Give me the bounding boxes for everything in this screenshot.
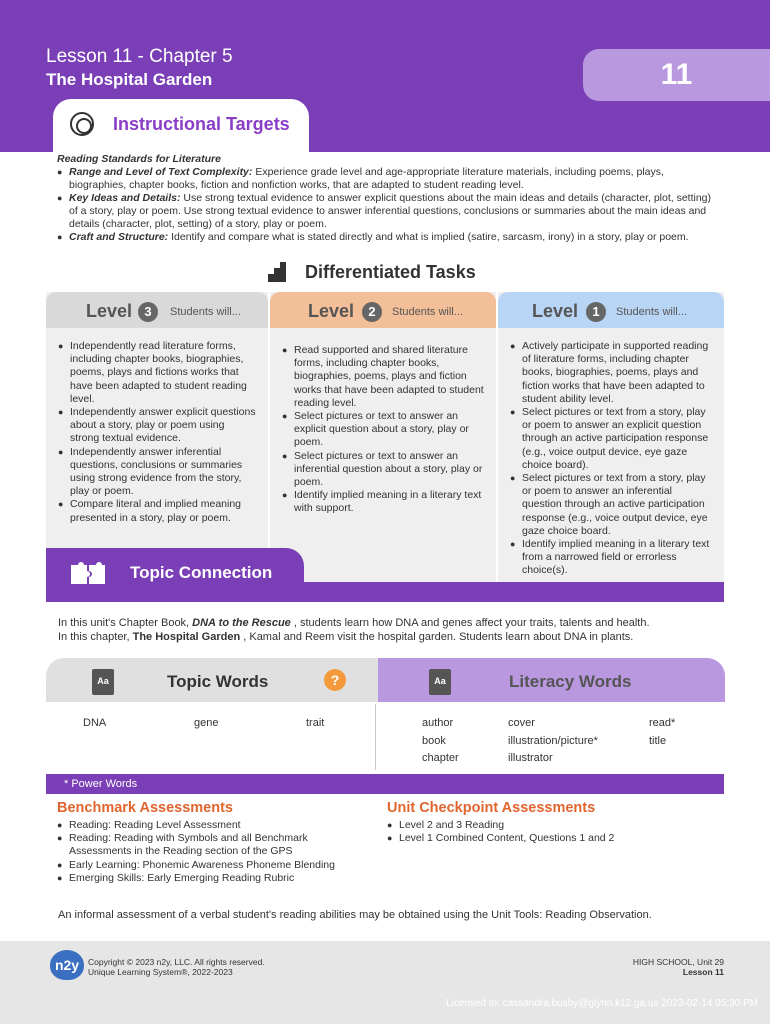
copyright-line: Copyright © 2023 n2y, LLC. All rights reserved. [88, 957, 265, 967]
task-item: ● Select pictures or text to answer an explicit question about a story, play or poem. [282, 410, 484, 450]
students-will: Students will... [392, 306, 463, 318]
literacy-word: illustrator [508, 752, 553, 764]
words-divider [375, 704, 376, 770]
reading-standards [57, 153, 717, 244]
benchmark-list [57, 819, 347, 885]
topic-word: DNA [83, 717, 107, 729]
lesson-number-badge: 11 [583, 49, 770, 101]
level-number: 1 [586, 302, 606, 322]
level-word: Level [308, 301, 355, 321]
standard-label: Range and Level of Text Complexity: [69, 166, 253, 178]
unit-book-line [58, 616, 650, 630]
lesson-line-footer: Lesson 11 [682, 967, 724, 977]
standards-heading: Reading Standards for Literature [57, 153, 221, 165]
power-words-bar [46, 774, 724, 794]
level-word: Level [86, 301, 133, 321]
chapter-title: The Hospital Garden [46, 70, 213, 89]
checkpoint-item: ● Level 2 and 3 Reading [387, 819, 707, 832]
level-1-header [498, 292, 724, 328]
chapter-name: The Hospital Garden [132, 631, 241, 643]
level-2-column [270, 292, 496, 582]
standard-item [57, 231, 717, 244]
task-item: ● Select pictures or text from a story, play or poem to answer an explicit question through an active participation response (e.g., voice output device, eye gaze choice board). [510, 406, 712, 472]
task-item: ● Select pictures or text to answer an inferential question about a story, play or poem. [282, 450, 484, 490]
level-1-column [498, 292, 724, 582]
standard-item [57, 166, 717, 192]
license-line: Licensed to: cassandra.busby@glynn.k12.ga.us 2023-02-14 05:30 PM [445, 998, 758, 1009]
literacy-word: title [649, 735, 667, 747]
level-3-body [46, 328, 268, 525]
topic-connection-title: Topic Connection [130, 563, 273, 582]
question-icon[interactable]: ? [324, 669, 346, 691]
task-item: ● Independently answer explicit questions about a story, play or poem using strong textual evidence. [58, 406, 256, 446]
topic-word: gene [194, 717, 219, 729]
level-3-header [46, 292, 268, 328]
checkpoint-list [387, 819, 707, 845]
system-line: Unique Learning System®, 2022-2023 [88, 967, 233, 977]
benchmark-assessments-title: Benchmark Assessments [57, 800, 233, 816]
benchmark-item: ● Reading: Reading Level Assessment [57, 819, 347, 832]
footer [0, 941, 770, 1024]
standard-text: Use strong textual evidence to answer explicit questions about the main ideas and details (character, plot, setting) of a story, play or poem. Use strong textual evidence to answer inferential questions, conclusions or summaries about the main ideas and details (character, plot, setting) of a story, play or poem. [69, 192, 712, 230]
benchmark-item: ● Reading: Reading with Symbols and all Benchmark Assessments in the Reading section of the GPS [57, 832, 347, 858]
unit-line: HIGH SCHOOL, Unit 29 [632, 957, 724, 967]
students-will: Students will... [170, 306, 241, 318]
chapter-book-title: DNA to the Rescue [192, 617, 291, 629]
task-item: ● Compare literal and implied meaning presented in a story, play or poem. [58, 498, 256, 524]
level-3-column [46, 292, 268, 582]
level-2-header [270, 292, 496, 328]
standard-text: Experience grade level and age-appropriate literature materials, including poems, plays, biographies, chapter books, fiction and nonfiction works, that are adapted to student reading level. [69, 166, 664, 191]
task-item: ● Identify implied meaning in a literary text with support. [282, 489, 484, 515]
differentiated-tasks-title: Differentiated Tasks [305, 262, 476, 282]
task-item: ● Independently answer inferential questions, conclusions or summaries using strong evidence from the story, play or poem. [58, 446, 256, 499]
standards-list [57, 166, 717, 244]
checkpoint-assessments-title: Unit Checkpoint Assessments [387, 800, 596, 816]
checkpoint-item: ● Level 1 Combined Content, Questions 1 and 2 [387, 832, 707, 845]
benchmark-item: ● Emerging Skills: Early Emerging Reading Rubric [57, 872, 347, 885]
literacy-word: cover [508, 717, 535, 729]
benchmark-item: ● Early Learning: Phonemic Awareness Phoneme Blending [57, 859, 347, 872]
standard-item [57, 192, 717, 231]
lesson-line: Lesson 11 - Chapter 5 [46, 46, 233, 67]
book-icon: Aa [92, 669, 114, 695]
copyright [88, 957, 265, 977]
task-item: ● Read supported and shared literature forms, including chapter books, biographies, poems, plays and fiction works that have been adapted to student reading level. [282, 344, 484, 410]
target-icon [70, 112, 94, 136]
task-item: ● Independently read literature forms, including chapter books, biographies, poems, plays and fictions works that have been adapted to student reading level. [58, 340, 256, 406]
literacy-word: illustration/picture* [508, 735, 598, 747]
puzzle-icon [70, 559, 106, 585]
task-item: ● Identify implied meaning in a literary text from a narrowed field or errorless choice(s). [510, 538, 712, 578]
line-suffix: , Kamal and Reem visit the hospital garden. Students learn about DNA in plants. [240, 631, 634, 643]
level-number: 3 [138, 302, 158, 322]
standard-label: Craft and Structure: [69, 231, 169, 243]
line-suffix: , students learn how DNA and genes affect your traits, talents and health. [290, 617, 650, 629]
n2y-logo: n2y [50, 950, 84, 980]
literacy-word: chapter [422, 752, 459, 764]
standard-text: Identify and compare what is stated directly and what is implied (satire, sarcasm, irony) in a story, play or poem. [168, 231, 689, 243]
task-item: ● Select pictures or text from a story, play or poem to answer an inferential question through an active participation response (e.g., voice output device, eye gaze choice board. [510, 472, 712, 538]
topic-word: trait [306, 717, 325, 729]
level-number: 2 [362, 302, 382, 322]
book-icon: Aa [429, 669, 451, 695]
literacy-word: read* [649, 717, 676, 729]
informal-assessment-note: An informal assessment of a verbal student's reading abilities may be obtained using the Unit Tools: Reading Observation. [58, 909, 652, 921]
topic-words-title: Topic Words [167, 672, 269, 691]
literacy-word: book [422, 735, 446, 747]
line-prefix: In this chapter, [58, 631, 133, 643]
level-word: Level [532, 301, 579, 321]
standard-label: Key Ideas and Details: [69, 192, 181, 204]
chapter-summary [58, 616, 650, 644]
students-will: Students will... [616, 306, 687, 318]
chapter-line [58, 630, 650, 644]
level-1-body [498, 328, 724, 578]
stairs-icon [264, 260, 288, 284]
unit-lesson-info [633, 957, 724, 977]
power-words-note: * Power Words [64, 778, 138, 790]
level-2-body [270, 328, 496, 516]
task-item: ● Actively participate in supported reading of literature forms, including chapter books, biographies, poems, plays and fiction works that have been adapted to student ability level. [510, 340, 712, 406]
literacy-word: author [422, 717, 454, 729]
instructional-targets-title: Instructional Targets [113, 114, 290, 134]
literacy-words-title: Literacy Words [509, 672, 632, 691]
line-prefix: In this unit's Chapter Book, [58, 617, 193, 629]
